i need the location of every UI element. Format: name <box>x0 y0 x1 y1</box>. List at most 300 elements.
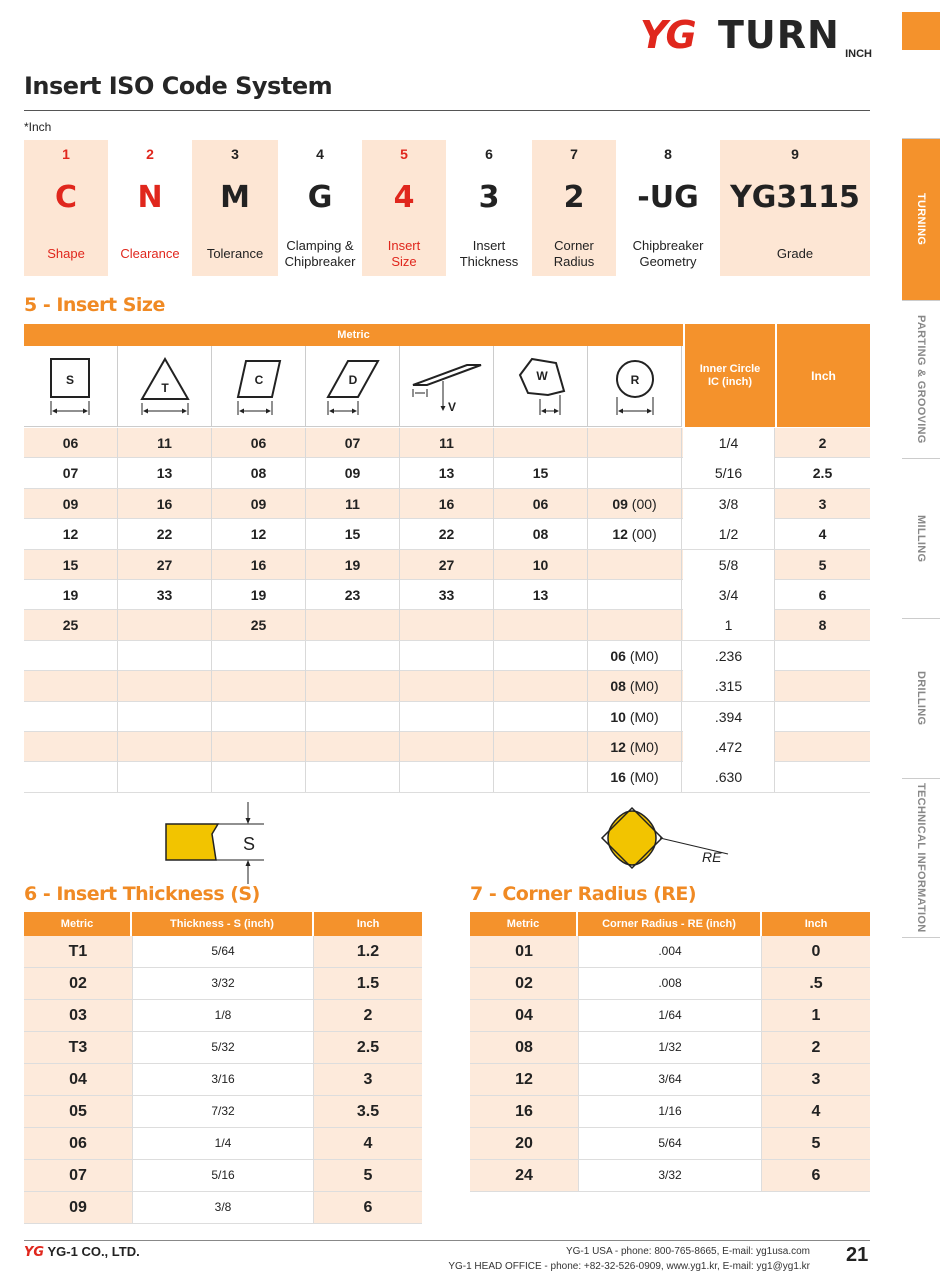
size-cell-v <box>400 732 494 762</box>
inch-cell: 2 <box>762 1032 870 1063</box>
inch-value-cell: 3/32 <box>578 1160 762 1191</box>
table-row <box>470 1064 870 1096</box>
size-cell-c <box>212 702 306 732</box>
size-cell-v: 16 <box>400 489 494 519</box>
table-row <box>24 1192 422 1224</box>
metric-cell: 02 <box>470 968 578 999</box>
radius-col-inch-value: Corner Radius - RE (inch) <box>578 912 762 936</box>
size-cell-t <box>118 641 212 671</box>
shape-s-label: S <box>65 373 74 387</box>
size-cell-inch: 5 <box>818 556 827 573</box>
table-row <box>24 1160 422 1192</box>
inch-value-cell: 3/64 <box>578 1064 762 1095</box>
size-cell-r-suffix: (M0) <box>625 769 659 786</box>
size-cell-inch <box>775 671 870 701</box>
iso-label: Clamping & Chipbreaker <box>284 238 356 269</box>
inch-cell: 0 <box>762 936 870 967</box>
iso-letter: M <box>220 180 250 215</box>
size-cell-d: 07 <box>306 428 400 458</box>
footer-company <box>24 1244 140 1260</box>
shape-s-icon <box>24 346 118 427</box>
thickness-col-metric: Metric <box>24 912 132 936</box>
inch-value-cell: .004 <box>578 936 762 967</box>
size-row <box>24 458 870 488</box>
inch-value-cell: 1/64 <box>578 1000 762 1031</box>
size-cell-r <box>588 732 682 762</box>
shape-v-icon <box>400 346 494 427</box>
inch-cell: 3 <box>762 1064 870 1095</box>
size-cell-s: 09 <box>24 489 118 519</box>
size-cell-t <box>118 671 212 701</box>
footer-contact-head-office: YG-1 HEAD OFFICE - phone: +82-32-526-0909, www.yg1.kr, E-mail: yg1@yg1.kr <box>448 1261 810 1272</box>
size-cell-c: 06 <box>212 428 306 458</box>
iso-position-4 <box>278 140 362 276</box>
size-cell-v <box>400 671 494 701</box>
size-row <box>24 610 870 640</box>
thickness-col-inch-value: Thickness - S (inch) <box>132 912 314 936</box>
tab-parting-label: PARTING & GROOVING <box>915 315 927 444</box>
size-cell-ic: 1/2 <box>683 519 775 549</box>
tab-drilling-label: DRILLING <box>915 671 927 726</box>
table-row <box>470 1032 870 1064</box>
size-cell-d <box>306 641 400 671</box>
table-row <box>24 1032 422 1064</box>
footer-contact <box>448 1244 810 1274</box>
size-cell-r <box>588 458 682 488</box>
size-row <box>24 671 870 701</box>
table-row <box>24 1096 422 1128</box>
size-cell-ic: .630 <box>683 762 775 792</box>
radius-diagram-label: RE <box>702 849 722 865</box>
metric-cell: 09 <box>24 1192 132 1223</box>
inch-cell: 1 <box>762 1000 870 1031</box>
inch-value-cell: 5/64 <box>578 1128 762 1159</box>
inch-cell: 1.2 <box>314 936 422 967</box>
size-cell-t: 33 <box>118 580 212 610</box>
iso-label: Corner Radius <box>553 238 595 269</box>
metric-cell: 08 <box>470 1032 578 1063</box>
inch-value-cell: 3/8 <box>132 1192 314 1223</box>
radius-col-metric: Metric <box>470 912 578 936</box>
table-row <box>24 936 422 968</box>
ic-header-text: Inner Circle IC (inch) <box>699 362 761 388</box>
inch-note: *Inch <box>24 120 52 134</box>
size-cell-t <box>118 610 212 640</box>
iso-letter: 2 <box>563 180 585 215</box>
table-row <box>470 1000 870 1032</box>
size-cell-d: 15 <box>306 519 400 549</box>
metric-cell: T1 <box>24 936 132 967</box>
inch-value-cell: 3/32 <box>132 968 314 999</box>
shape-c-label: C <box>254 373 263 387</box>
size-cell-w <box>494 702 588 732</box>
table-row <box>24 1064 422 1096</box>
tab-technical-label: TECHNICAL INFORMATION <box>915 783 927 933</box>
size-cell-t: 11 <box>118 428 212 458</box>
size-cell-t: 13 <box>118 458 212 488</box>
metric-cell: 05 <box>24 1096 132 1127</box>
size-cell-r <box>588 580 682 610</box>
iso-position-6 <box>446 140 532 276</box>
size-cell-ic: 5/16 <box>683 458 775 488</box>
table-row <box>24 968 422 1000</box>
iso-number: 1 <box>62 146 70 162</box>
shape-w-label: W <box>535 369 548 383</box>
inch-value-cell: 1/16 <box>578 1096 762 1127</box>
size-cell-s: 15 <box>24 550 118 580</box>
shape-d-icon <box>306 346 400 427</box>
iso-number: 3 <box>231 146 239 162</box>
iso-number: 9 <box>791 146 799 162</box>
table-row <box>24 1000 422 1032</box>
iso-position-1 <box>24 140 108 276</box>
corner-accent <box>902 12 940 50</box>
size-cell-r-suffix: (M0) <box>625 647 659 664</box>
size-cell-t: 27 <box>118 550 212 580</box>
size-cell-d: 19 <box>306 550 400 580</box>
iso-letter: 4 <box>393 180 415 215</box>
size-cell-w: 15 <box>494 458 588 488</box>
size-cell-w <box>494 671 588 701</box>
size-cell-d: 23 <box>306 580 400 610</box>
iso-label: Chipbreaker Geometry <box>632 238 704 269</box>
page-title: Insert ISO Code System <box>24 72 333 100</box>
inch-value-cell: 5/32 <box>132 1032 314 1063</box>
size-cell-ic: .236 <box>683 641 775 671</box>
size-row <box>24 580 870 610</box>
inch-cell: 2.5 <box>314 1032 422 1063</box>
size-cell-c: 09 <box>212 489 306 519</box>
inch-value-cell: 3/16 <box>132 1064 314 1095</box>
iso-position-2 <box>108 140 192 276</box>
inch-cell: 5 <box>762 1128 870 1159</box>
size-cell-s <box>24 732 118 762</box>
brand-mark: YG <box>640 13 695 57</box>
inch-cell: 3 <box>314 1064 422 1095</box>
size-cell-w <box>494 641 588 671</box>
tab-turning[interactable] <box>902 138 940 300</box>
size-cell-r-value: 09 <box>612 495 628 512</box>
table-row <box>470 936 870 968</box>
inch-value-cell: .008 <box>578 968 762 999</box>
page-number: 21 <box>846 1244 869 1266</box>
size-row <box>24 641 870 671</box>
ic-header <box>683 324 775 427</box>
size-cell-inch: 2.5 <box>812 465 833 482</box>
size-cell-s <box>24 671 118 701</box>
size-cell-t <box>118 732 212 762</box>
size-cell-s <box>24 641 118 671</box>
metric-cell: 03 <box>24 1000 132 1031</box>
metric-cell: 02 <box>24 968 132 999</box>
size-row <box>24 428 870 458</box>
inch-cell: 3.5 <box>314 1096 422 1127</box>
size-cell-inch: 8 <box>818 617 827 634</box>
size-cell-v <box>400 762 494 792</box>
size-cell-ic: .394 <box>683 702 775 732</box>
radius-col-inch: Inch <box>804 918 828 930</box>
size-cell-s <box>24 762 118 792</box>
iso-position-5 <box>362 140 446 276</box>
shape-r-icon <box>588 346 682 427</box>
iso-label: Insert Thickness <box>459 238 519 269</box>
size-row <box>24 702 870 732</box>
inch-value-cell: 1/4 <box>132 1128 314 1159</box>
tab-milling-label: MILLING <box>915 514 927 563</box>
size-cell-ic: 1/4 <box>683 428 775 458</box>
size-row <box>24 550 870 580</box>
size-cell-v: 33 <box>400 580 494 610</box>
size-cell-v <box>400 610 494 640</box>
size-cell-v: 13 <box>400 458 494 488</box>
inch-header: Inch <box>775 324 870 427</box>
table-row <box>470 1128 870 1160</box>
size-cell-ic: 3/4 <box>683 580 775 610</box>
footer-contact-usa: YG-1 USA - phone: 800-765-8665, E-mail: yg1usa.com <box>565 1246 810 1257</box>
size-cell-t <box>118 762 212 792</box>
size-cell-c <box>212 641 306 671</box>
iso-label: Clearance <box>120 246 180 261</box>
size-cell-v: 27 <box>400 550 494 580</box>
size-row <box>24 519 870 549</box>
iso-position-7 <box>532 140 616 276</box>
size-row <box>24 489 870 519</box>
iso-position-9 <box>720 140 870 276</box>
brand-sub: INCH <box>845 48 872 60</box>
shape-v-label: V <box>447 400 456 414</box>
size-cell-c: 08 <box>212 458 306 488</box>
iso-number: 7 <box>570 146 578 162</box>
metric-cell: T3 <box>24 1032 132 1063</box>
size-cell-v <box>400 702 494 732</box>
size-cell-w <box>494 428 588 458</box>
tab-technical-information[interactable] <box>902 778 940 938</box>
size-cell-s <box>24 702 118 732</box>
size-cell-t: 16 <box>118 489 212 519</box>
size-cell-c <box>212 671 306 701</box>
size-cell-w <box>494 762 588 792</box>
size-cell-r <box>588 762 682 792</box>
iso-label: Tolerance <box>206 246 264 261</box>
size-cell-c <box>212 732 306 762</box>
iso-letter: YG3115 <box>730 180 860 215</box>
size-cell-r-value: 10 <box>610 708 626 725</box>
iso-letter: G <box>307 180 333 215</box>
corner-radius-heading: 7 - Corner Radius (RE) <box>470 883 697 905</box>
shape-w-icon <box>494 346 588 427</box>
size-cell-inch: 3 <box>818 495 827 512</box>
size-cell-d: 09 <box>306 458 400 488</box>
metric-cell: 04 <box>24 1064 132 1095</box>
size-cell-r <box>588 641 682 671</box>
tab-drilling[interactable] <box>902 618 940 778</box>
corner-radius-diagram <box>588 806 738 875</box>
size-cell-ic: 3/8 <box>683 489 775 519</box>
iso-letter: N <box>137 180 163 215</box>
size-cell-w: 08 <box>494 519 588 549</box>
size-cell-ic: 5/8 <box>683 550 775 580</box>
insert-thickness-table <box>24 912 422 1224</box>
size-cell-inch: 4 <box>818 526 827 543</box>
size-cell-r-suffix: (M0) <box>625 739 659 755</box>
metric-header: Metric <box>24 324 683 346</box>
shape-r-label: R <box>630 373 639 387</box>
shape-t-label: T <box>160 381 169 395</box>
size-cell-w: 06 <box>494 489 588 519</box>
size-cell-r-suffix: (00) <box>627 495 657 512</box>
size-cell-c: 16 <box>212 550 306 580</box>
insert-size-table <box>24 324 870 794</box>
inch-cell: .5 <box>762 968 870 999</box>
iso-label: Grade <box>776 246 814 261</box>
size-cell-r <box>588 489 682 519</box>
iso-number: 6 <box>485 146 493 162</box>
footer-logo-mark: YG <box>24 1245 45 1260</box>
size-cell-v <box>400 641 494 671</box>
size-cell-inch <box>775 641 870 671</box>
size-cell-r-value: 12 <box>612 526 628 543</box>
tab-milling[interactable] <box>902 458 940 618</box>
iso-letter: -UG <box>637 180 699 215</box>
insert-size-heading: 5 - Insert Size <box>24 294 165 316</box>
table-row <box>470 1096 870 1128</box>
size-row <box>24 762 870 792</box>
iso-number: 4 <box>316 146 324 162</box>
size-cell-w: 13 <box>494 580 588 610</box>
inch-cell: 4 <box>314 1128 422 1159</box>
size-cell-inch: 6 <box>818 587 827 603</box>
size-cell-r <box>588 550 682 580</box>
size-cell-r <box>588 428 682 458</box>
size-cell-s: 12 <box>24 519 118 549</box>
shape-t-icon <box>118 346 212 427</box>
iso-letter: C <box>54 180 78 215</box>
size-cell-d <box>306 732 400 762</box>
size-cell-d <box>306 671 400 701</box>
insert-thickness-heading: 6 - Insert Thickness (S) <box>24 883 260 905</box>
size-cell-r <box>588 610 682 640</box>
radius-table-header <box>470 912 870 936</box>
shape-d-label: D <box>348 373 357 387</box>
size-cell-s: 07 <box>24 458 118 488</box>
table-row <box>470 1160 870 1192</box>
iso-number: 2 <box>146 146 154 162</box>
thickness-table-header <box>24 912 422 936</box>
size-cell-d <box>306 702 400 732</box>
corner-radius-table <box>470 912 870 1192</box>
thickness-diagram <box>160 802 280 891</box>
tab-turning-label: TURNING <box>915 193 927 246</box>
size-cell-r-value: 16 <box>610 769 626 786</box>
size-cell-w <box>494 732 588 762</box>
size-row <box>24 732 870 762</box>
brand-logo <box>640 12 872 62</box>
size-cell-inch: 2 <box>818 435 827 451</box>
inch-value-cell: 5/64 <box>132 936 314 967</box>
title-divider <box>24 110 870 111</box>
iso-position-8 <box>616 140 720 276</box>
iso-code-strip <box>24 140 870 276</box>
size-cell-r-suffix: (00) <box>627 526 657 543</box>
size-cell-inch <box>775 702 870 732</box>
iso-number: 8 <box>664 146 672 162</box>
brand-name: TURN <box>718 13 840 57</box>
size-cell-ic: .472 <box>683 732 775 762</box>
metric-cell: 04 <box>470 1000 578 1031</box>
shape-c-icon <box>212 346 306 427</box>
size-cell-c: 25 <box>212 610 306 640</box>
table-row <box>470 968 870 1000</box>
inch-cell: 1.5 <box>314 968 422 999</box>
iso-letter: 3 <box>478 180 500 215</box>
size-cell-d <box>306 610 400 640</box>
inch-cell: 2 <box>314 1000 422 1031</box>
tab-parting-grooving[interactable] <box>902 300 940 458</box>
thickness-col-inch: Inch <box>356 918 380 930</box>
size-cell-s: 25 <box>24 610 118 640</box>
inch-value-cell: 1/32 <box>578 1032 762 1063</box>
iso-label: Insert Size <box>387 238 421 269</box>
size-cell-c <box>212 762 306 792</box>
size-cell-s: 06 <box>24 428 118 458</box>
thickness-diagram-label: S <box>242 834 256 854</box>
size-cell-ic: .315 <box>683 671 775 701</box>
inch-cell: 6 <box>762 1160 870 1191</box>
size-cell-c: 19 <box>212 580 306 610</box>
iso-label: Shape <box>47 246 85 261</box>
inch-value-cell: 7/32 <box>132 1096 314 1127</box>
size-cell-s: 19 <box>24 580 118 610</box>
size-cell-r <box>588 519 682 549</box>
metric-cell: 24 <box>470 1160 578 1191</box>
size-cell-inch <box>775 732 870 762</box>
size-cell-r <box>588 671 682 701</box>
inch-value-cell: 1/8 <box>132 1000 314 1031</box>
size-cell-ic: 1 <box>683 610 775 640</box>
size-cell-d: 11 <box>306 489 400 519</box>
footer-company-name: YG-1 CO., LTD. <box>47 1244 140 1259</box>
metric-cell: 20 <box>470 1128 578 1159</box>
metric-cell: 06 <box>24 1128 132 1159</box>
size-cell-v: 11 <box>400 428 494 458</box>
iso-number: 5 <box>400 146 408 162</box>
metric-cell: 07 <box>24 1160 132 1191</box>
size-cell-t <box>118 702 212 732</box>
size-cell-v: 22 <box>400 519 494 549</box>
metric-cell: 16 <box>470 1096 578 1127</box>
size-cell-r <box>588 702 682 732</box>
metric-cell: 01 <box>470 936 578 967</box>
iso-position-3 <box>192 140 278 276</box>
size-cell-w <box>494 610 588 640</box>
size-cell-w: 10 <box>494 550 588 580</box>
metric-cell: 12 <box>470 1064 578 1095</box>
inch-cell: 6 <box>314 1192 422 1223</box>
size-cell-r-suffix: (M0) <box>625 708 659 725</box>
size-cell-t: 22 <box>118 519 212 549</box>
inch-value-cell: 5/16 <box>132 1160 314 1191</box>
footer-divider <box>24 1240 870 1241</box>
inch-cell: 5 <box>314 1160 422 1191</box>
size-cell-r-suffix: (M0) <box>625 678 659 695</box>
size-cell-r-value: 06 <box>610 647 626 664</box>
size-cell-r-value: 12 <box>610 739 626 755</box>
size-cell-r-value: 08 <box>610 678 626 695</box>
size-cell-inch <box>775 762 870 792</box>
size-cell-d <box>306 762 400 792</box>
inch-cell: 4 <box>762 1096 870 1127</box>
table-row <box>24 1128 422 1160</box>
